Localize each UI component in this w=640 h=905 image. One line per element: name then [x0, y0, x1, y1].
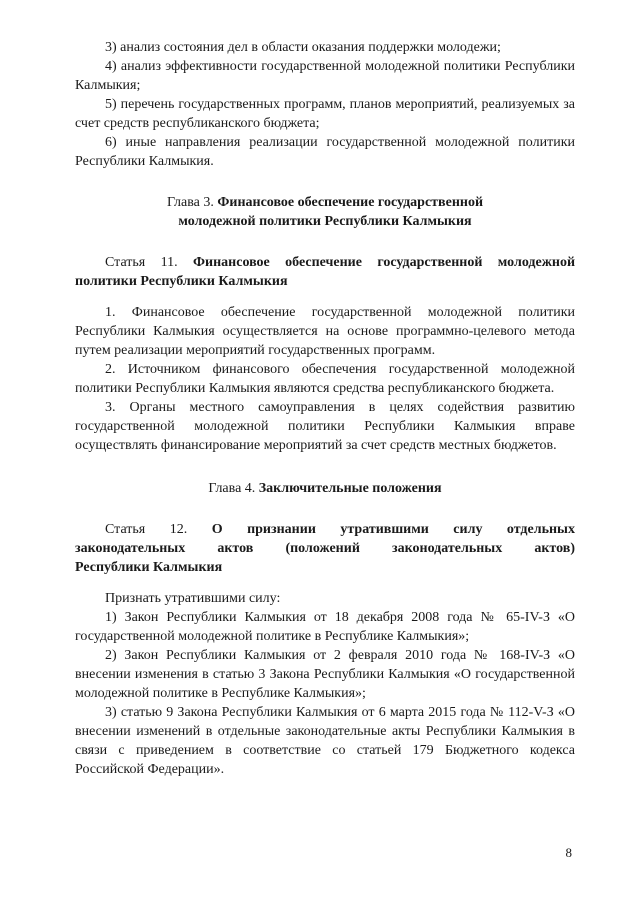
list-item: 4) анализ эффективности государственной молодежной политики Республики Калмыкия; [75, 59, 575, 93]
article-12-heading-line3 [75, 558, 575, 577]
article-12-title-line1: О признании утратившими силу отдельных [211, 522, 575, 537]
article-12-title-line3: Республики Калмыкия [75, 560, 223, 575]
paragraph: 3. Органы местного самоуправления в целях содействия развитию государственной молодежной политики Республики Калмыкия вправе осуществлять финансирование мероприятий за счет средств местных бюджетов. [75, 400, 575, 453]
chapter-3-title-line1: Финансовое обеспечение государственной [217, 195, 484, 210]
list-item: 5) перечень государственных программ, планов мероприятий, реализуемых за счет средств республиканского бюджета; [75, 97, 575, 131]
chapter-3-heading [75, 193, 575, 231]
page-number: 8 [565, 845, 572, 860]
list-item: 3) статью 9 Закона Республики Калмыкия от 6 марта 2015 года № 112-V-З «О внесении изменений в отдельные законодательные акты Республики Калмыкия в связи с приведением в соответствие со статьей 179 Бюджетного кодекса Российской Федерации». [75, 705, 575, 777]
paragraph: Признать утратившими силу: [105, 591, 281, 606]
chapter-3-title-line2: молодежной политики Республики Калмыкия [178, 214, 472, 229]
chapter-4-title: Заключительные положения [258, 481, 442, 496]
paragraph: 1. Финансовое обеспечение государственной молодежной политики Республики Калмыкия осуществляется на основе программно-целевого метода путем реализации мероприятий государственных программ. [75, 305, 575, 358]
chapter-3-prefix: Глава 3. [166, 195, 218, 210]
article-12-heading-line2 [75, 539, 575, 558]
paragraph: 2. Источником финансового обеспечения государственной молодежной политики Республики Калмыкия являются средства республиканского бюджета. [75, 362, 575, 396]
article-12-heading-line1 [75, 520, 575, 539]
list-item: 3) анализ состояния дел в области оказания поддержки молодежи; [105, 40, 501, 55]
article-12-heading [75, 520, 575, 577]
list-item: 2) Закон Республики Калмыкия от 2 февраля 2010 года № 168-IV-З «О внесении изменения в статью 3 Закона Республики Калмыкия «О государственной молодежной политике в Республике Калмыкия»; [75, 648, 575, 701]
list-item: 1) Закон Республики Калмыкия от 18 декабря 2008 года № 65-IV-З «О государственной молодежной политике в Республике Калмыкия»; [75, 610, 575, 644]
document-page [75, 38, 575, 779]
article-11-title: Финансовое обеспечение государственной молодежной политики Республики Калмыкия [75, 255, 576, 289]
list-item: 6) иные направления реализации государственной молодежной политики Республики Калмыкия. [75, 135, 575, 169]
chapter-4-prefix: Глава 4. [208, 481, 259, 496]
chapter-4-heading [75, 479, 575, 498]
article-12-title-line2: законодательных актов (положений законодательных актов) [75, 541, 575, 556]
article-12-prefix: Статья 12. [105, 522, 212, 537]
article-11-heading [75, 253, 575, 291]
article-11-prefix: Статья 11. [105, 255, 193, 270]
